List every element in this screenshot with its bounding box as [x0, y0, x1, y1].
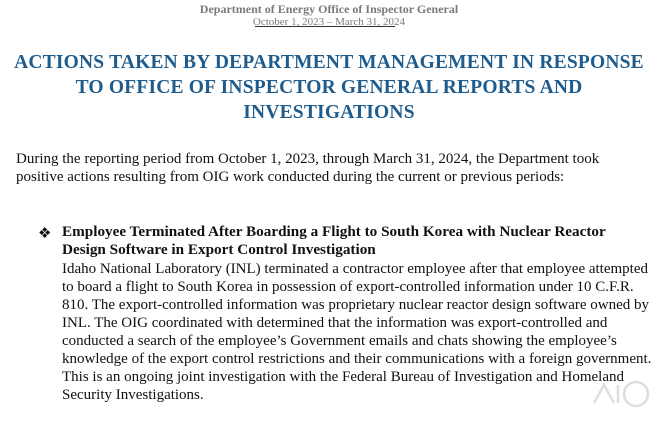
item-heading: Employee Terminated After Boarding a Flight to South Korea with Nuclear Reactor Design Software in Export Control Investigation [62, 223, 606, 258]
bullet-diamond-icon: ❖ [38, 224, 52, 242]
item-body: Idaho National Laboratory (INL) terminated a contractor employee after that employee attempted to board a flight to South Korea in possession of export-controlled information under 10 C.F.R. 810. The export-controlled information was proprietary nuclear reactor design software owned by INL. The OIG coordinated with determined that the information was export-controlled and conducted a search of the employee’s Government emails and chats showing the employee’s knowledge of the export control restrictions and their communications with a foreign government. This is an ongoing joint investigation with the Federal Bureau of Investigation and Homeland Security Investigations. [62, 261, 652, 403]
header-divider [255, 26, 395, 27]
section-title: ACTIONS TAKEN BY DEPARTMENT MANAGEMENT IN RESPONSE TO OFFICE OF INSPECTOR GENERAL REPORTS AND INVESTIGATIONS [14, 52, 644, 123]
header-line-1: Department of Energy Office of Inspector General [199, 2, 459, 16]
watermark-logo-icon [590, 375, 650, 413]
header-line-2: October 1, 2023 – March 31, 2024 [252, 16, 406, 28]
page-header [0, 2, 658, 29]
intro-paragraph: During the reporting period from October 1, 2023, through March 31, 2024, the Department took positive actions resulting from OIG work conducted during the current or previous periods: [16, 151, 600, 185]
